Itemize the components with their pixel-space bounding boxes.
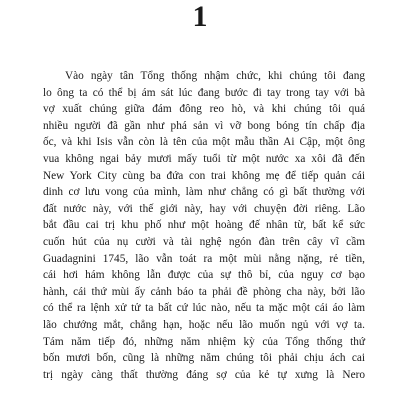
text-line-19: trị ngày càng thất thường đáng sợ của kẻ tự xưng là Nero <box>43 368 365 381</box>
text-line-3: vợ xuất chúng giữa đám đông reo hò, và khi chúng tôi quá <box>43 103 365 116</box>
text-line-9: đất nước này, với thế giới này, hay với chuyện đời riêng. Lão <box>43 202 365 215</box>
text-line-2: lo ông ta có thể bị ám sát lúc đang bước đi tay trong tay với bà <box>43 86 365 99</box>
text-line-17: Tám năm tiếp đó, những năm nhiệm kỳ của Tổng thống thứ <box>43 335 365 348</box>
text-line-4: nhiều người đã gần như phá sản vì vỡ bong bóng tín chấp địa <box>43 119 365 132</box>
text-line-13: cái hơi hám không lẫn được của sự thô bỉ, của nguy cơ bạo <box>43 269 365 282</box>
text-line-8: dinh cơ lưu vong của mình, làm như chẳng có gì bất thường với <box>43 186 365 199</box>
text-line-11: cuốn hút của nụ cười và tài nghệ ngón đàn trên cây vĩ cầm <box>43 235 365 248</box>
text-line-18: bốn mươi bốn, cũng là những năm chúng tôi phải chịu ách cai <box>43 352 365 365</box>
text-line-14: hành, cái thứ mùi ấy cảnh báo ta phải đề phòng cha này, bởi lão <box>43 285 365 298</box>
text-line-1: Vào ngày tân Tổng thống nhậm chức, khi chúng tôi đang <box>65 70 365 82</box>
text-line-6: vua không ngai bảy mươi mấy tuổi từ một nước xa xôi đã đến <box>43 152 365 165</box>
text-line-12: Guadagnini 1745, lão vẫn toát ra một mùi nằng nặng, rẻ tiền, <box>43 252 365 265</box>
chapter-number: 1 <box>192 0 208 33</box>
text-line-15: có thể ra lệnh xử tử ta bất cứ lúc nào, nếu ta mặc một cái áo làm <box>43 302 365 315</box>
text-line-10: bắt đầu cai trị khu phố như một hoàng đế nhân từ, bất kể sức <box>43 219 365 232</box>
text-line-5: ốc, và khi Isis vẫn còn là tên của một mẫu thần Ai Cập, một ông <box>43 136 365 149</box>
text-line-7: New York City cùng ba đứa con trai không mẹ để tiếp quản cái <box>43 169 365 182</box>
text-line-16: lão chướng mắt, chẳng hạn, hoặc nếu lão muốn ngủ với vợ ta. <box>43 318 365 331</box>
body-text <box>43 68 365 383</box>
